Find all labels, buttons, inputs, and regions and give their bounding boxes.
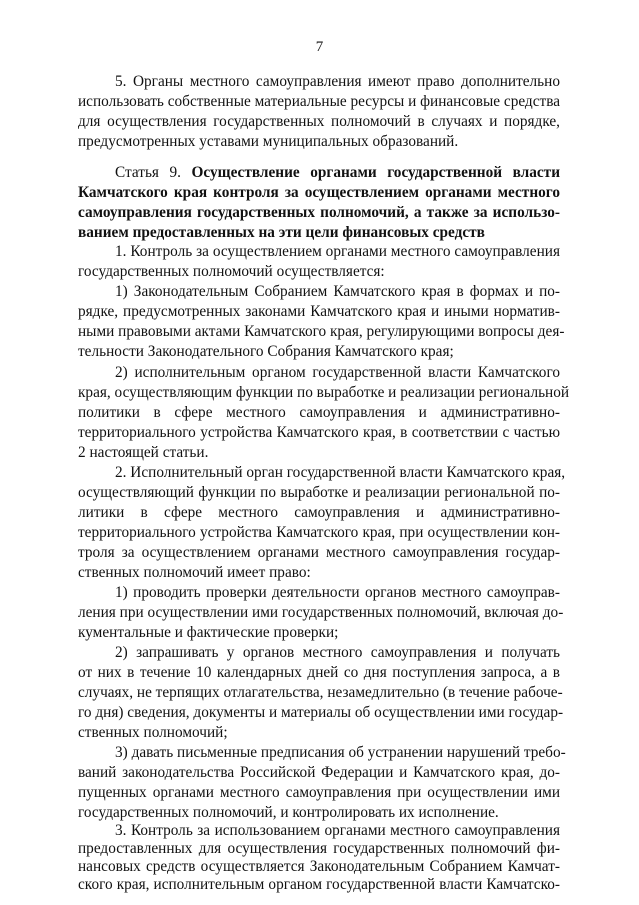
text-line: случаях, не терпящих отлагательства, незамедлительно (в течение рабоче- [78,684,563,701]
text-line: 1) Законодательным Собранием Камчатского края в формах и по- [115,283,560,300]
text-line: 3. Контроль за использованием органами местного самоуправления [115,822,560,839]
text-line: 2. Исполнительный орган государственной власти Камчатского края, [115,464,566,481]
text-line: ваний законодательства Российской Федерации и Камчатского края, до- [78,764,560,781]
text-line: 1) проводить проверки деятельности органов местного самоуправ- [115,584,560,601]
text-line: от них в течение 10 календарных дней со дня поступления запроса, а в [78,664,560,681]
text-line: ления при осуществлении ими государственных полномочий, включая до- [78,604,564,621]
text-line: для осуществления государственных полномочий в случаях и порядке, [78,113,560,130]
text-line: ственных полномочий; [78,724,228,741]
text-line: 1. Контроль за осуществлением органами местного самоуправления [115,243,560,260]
text-line: политики в сфере местного самоуправления и административно- [78,404,560,421]
article-title: Осуществление органами государственной власти [191,164,561,181]
text-line: государственных полномочий осуществляется: [78,263,385,280]
page-number: 7 [315,39,324,55]
article-number: Статья 9. [115,164,181,181]
text-line: территориального устройства Камчатского края, в соответствии с частью [78,424,560,441]
text-line: края, осуществляющим функции по выработке и реализации региональной [78,384,570,401]
text-line: тельности Законодательного Собрания Камчатского края; [78,343,454,360]
article-title-line: Камчатского края контроля за осуществлением органами местного [78,184,560,201]
text-line: пущенных органами местного самоуправления при осуществлении ими [78,784,560,801]
text-line: ственных полномочий имеет право: [78,564,311,581]
text-line: предоставленных для осуществления государственных полномочий фи- [78,840,560,857]
text-line: 2) исполнительным органом государственной власти Камчатского [115,364,560,381]
text-line: го дня) сведения, документы и материалы об осуществлении ими государ- [78,704,564,721]
text-line: рядке, предусмотренных законами Камчатского края и иными норматив- [78,303,560,320]
text-line: территориального устройства Камчатского края, при осуществлении кон- [78,524,560,541]
text-line: кументальные и фактические проверки; [78,624,339,641]
article-title-line: самоуправления государственных полномочий, а также за использо- [78,204,560,221]
article-heading [115,164,560,182]
text-line: 5. Органы местного самоуправления имеют право дополнительно [115,73,560,90]
text-line: троля за осуществлением органами местного самоуправления государ- [78,544,560,561]
article-title-line: ванием предоставленных на эти цели финансовых средств [78,224,485,241]
text-line: ского края, исполнительным органом государственной власти Камчатско- [78,876,560,893]
text-line: предусмотренных уставами муниципальных образований. [78,133,459,150]
text-line: 3) давать письменные предписания об устранении нарушений требо- [115,744,566,761]
text-line: ными правовыми актами Камчатского края, регулирующими вопросы дея- [78,323,565,340]
text-line: 2 настоящей статьи. [78,444,209,461]
text-line: нансовых средств осуществляется Законодательным Собранием Камчат- [78,858,560,875]
text-line: осуществляющий функции по выработке и реализации региональной по- [78,484,560,501]
text-line: государственных полномочий, и контролировать их исполнение. [78,804,499,821]
text-line: 2) запрашивать у органов местного самоуправления и получать [115,644,560,661]
text-line: использовать собственные материальные ресурсы и финансовые средства [78,93,561,110]
text-line: литики в сфере местного самоуправления и административно- [78,504,560,521]
